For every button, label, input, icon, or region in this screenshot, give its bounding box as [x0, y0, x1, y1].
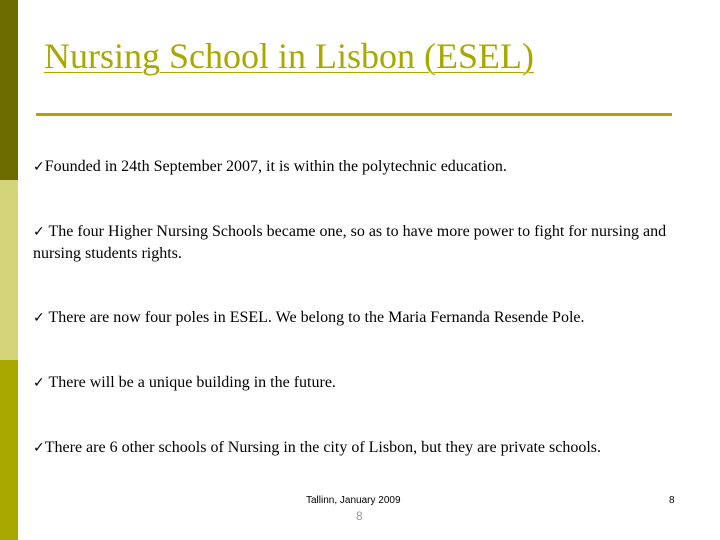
bullet-text: There are now four poles in ESEL. We belong to the Maria Fernanda Resende Pole.: [44, 309, 585, 326]
checkmark-icon: ✓: [33, 310, 45, 326]
bullet-text: There are 6 other schools of Nursing in the city of Lisbon, but they are private schools.: [44, 439, 602, 456]
bullet-text: Founded in 24th September 2007, it is within the polytechnic education.: [44, 158, 507, 175]
checkmark-icon: ✓: [33, 440, 45, 456]
bullet-item: [33, 372, 683, 394]
bullet-item: [33, 307, 683, 329]
sidebar-segment-middle: [0, 180, 18, 360]
sidebar-segment-bottom: [0, 360, 18, 540]
bullet-text: There will be a unique building in the future.: [44, 374, 336, 391]
checkmark-icon: ✓: [33, 224, 45, 240]
bullet-item: [33, 156, 683, 178]
footer-text: Tallinn, January 2009: [306, 495, 401, 506]
bullet-text: The four Higher Nursing Schools became one, so as to have more power to fight for nursing and nursing students rights.: [33, 223, 667, 262]
checkmark-icon: ✓: [33, 159, 45, 175]
sidebar-segment-top: [0, 0, 18, 180]
footer-center-number: 8: [356, 509, 363, 523]
slide-title: Nursing School in Lisbon (ESEL): [44, 36, 534, 76]
title-underline-rule: [36, 113, 672, 116]
checkmark-icon: ✓: [33, 375, 45, 391]
sidebar-decoration: [0, 0, 18, 540]
bullet-item: [33, 221, 683, 264]
page-number: 8: [669, 495, 675, 506]
bullet-item: [33, 437, 683, 459]
